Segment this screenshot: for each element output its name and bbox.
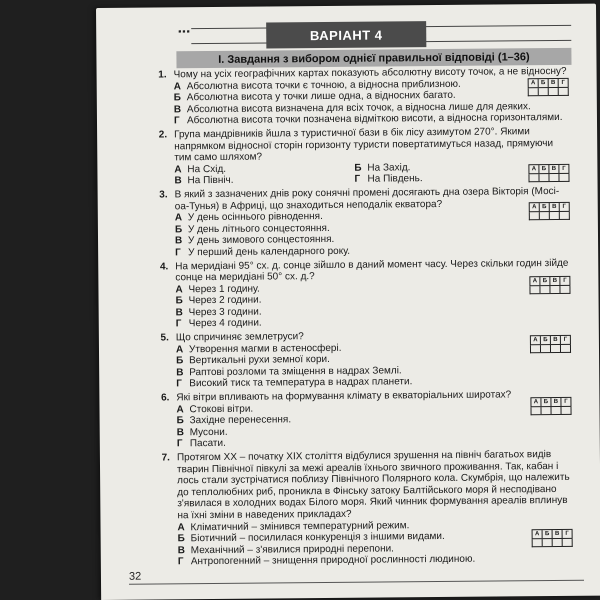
answer-grid[interactable] [529, 275, 570, 293]
question-text: Які вітри впливають на формування клімату в екваторіальних широтах? [176, 389, 512, 404]
answer-grid-letter: Б [541, 398, 551, 406]
question-2 [149, 126, 569, 188]
answer-grid-letter: А [530, 277, 540, 285]
option: А У день осіннього рівнодення. [174, 211, 323, 224]
answer-grid-letter: В [549, 79, 559, 87]
question-number: 1. [158, 69, 167, 81]
question-text: Протягом XX – початку XIX століття відбулися зрушення на північ багатьох видів тварин Північної півкулі за межі ареалів їхнього звичного проживання. Так, кабан і лось стали зустрічатися поблизу Північного Полярного кола. Скумбрія, що належить до теплолюбних риб, проникла в Фінську затоку Балтійського моря й несподівано з'явилася в холодних водах Білого моря. Який чинник формування ареалів вплинув на їхні зміни в наведених прикладах? [176, 449, 570, 522]
answer-grid-letter: А [531, 336, 541, 344]
question-number: 7. [161, 452, 170, 464]
answer-grid-letter: В [549, 165, 559, 173]
answer-grid-letter: А [531, 398, 541, 406]
option: Г У перший день календарного року. [175, 245, 351, 259]
answer-grid-letter: В [553, 530, 563, 538]
answer-grid-letter: Г [562, 165, 566, 172]
option: Г Високий тиск та температура в надрах планети. [176, 376, 413, 390]
question-4 [150, 257, 571, 330]
option: В Абсолютна висота визначена для всіх точок, а відносна лише для деяких. [173, 100, 531, 116]
question-number: 2. [158, 129, 168, 141]
answer-grid-letter: Б [540, 277, 550, 285]
option: А Утворення магми в астеносфері. [175, 342, 342, 355]
question-3 [150, 186, 571, 259]
answer-grid-letter: Г [562, 203, 566, 210]
option: В Мусони. [176, 426, 228, 439]
answer-grid-letter: Г [563, 277, 567, 284]
answer-grid-letter: А [529, 165, 539, 173]
book-page [96, 4, 600, 600]
option: В Механічний – з'явилися природні перепони. [177, 543, 394, 557]
option: А Стокові вітри. [176, 403, 254, 415]
option: Б У день літнього сонцестояння. [174, 222, 330, 236]
answer-grid-letter: В [550, 276, 560, 284]
option: Б Біотичний – посилилася конкуренція з іншими видами. [177, 531, 445, 545]
answer-grid-letter: Б [539, 165, 549, 173]
option: А Кліматичний – змінився температурний режим. [177, 519, 410, 533]
option: А Через 1 годину. [175, 283, 260, 296]
question-text: Чому на усіх географічних картах показують абсолютну висоту точок, а не відносну? [173, 65, 567, 81]
answer-grid-letter: Г [565, 530, 569, 537]
answer-grid-letter: А [529, 79, 539, 87]
option: Г Антропогенний – знищення природної рослинності людиною. [177, 554, 476, 568]
header-dots: ▪▪▪ [178, 26, 191, 37]
question-number: 4. [159, 260, 169, 272]
option: В Через 3 години. [175, 306, 262, 319]
question-text: Група мандрівників йшла з туристичної бази в бік лісу азимутом 270°. Якими напрямком відносної сторін горизонту туристи повертатимуться назад, прямуючи тим само шляхом? [174, 126, 554, 164]
answer-grid-letter: Б [539, 79, 549, 87]
answer-grid-letter: Б [543, 530, 553, 538]
question-5 [151, 329, 571, 391]
answer-grid-letter: Б [540, 203, 550, 211]
question-text: В який з зазначених днів року сонячні промені досягають дна озера Вікторія (Мосі-оа-Тунья) в Африці, що знаходиться неподалік екватора? [174, 185, 560, 212]
page-number: 32 [128, 570, 142, 583]
footer-rule [129, 580, 584, 585]
answer-grid-letter: Б [541, 336, 551, 344]
question-text: На меридіані 95° сх. д. сонце зійшло в даний момент часу. Через скільки годин зійде сонце на меридіані 50° сх. д.? [175, 257, 569, 284]
option: А На Схід. [174, 163, 227, 176]
option: Г Через 4 години. [175, 318, 262, 330]
answer-grid-letter: В [551, 398, 561, 406]
option: Г На Південь. [354, 173, 423, 186]
answer-grid[interactable] [528, 164, 569, 182]
answer-grid-letter: Г [563, 336, 568, 343]
option: А Абсолютна висота точки є точною, а відносна приблизною. [173, 78, 461, 92]
question-1 [149, 66, 569, 128]
option: В У день зимового сонцестояння. [174, 234, 335, 247]
question-number: 5. [160, 332, 169, 344]
option: Г Пасати. [176, 438, 226, 450]
question-6 [151, 389, 571, 451]
option: Г Абсолютна висота точки позначена відміткою висоти, а відносна горизонталями. [173, 112, 563, 127]
answer-grid-letter: В [551, 336, 561, 344]
option: В Раптові розломи та зміщення в надрах Землі. [176, 365, 402, 379]
option: Б Через 2 години. [175, 294, 262, 307]
answer-grid-letter: Г [561, 79, 565, 86]
answer-grid[interactable] [528, 78, 569, 96]
answer-grid-letter: В [550, 203, 560, 211]
option: Б На Захід. [354, 162, 411, 174]
option: Б Вертикальні рухи земної кори. [176, 354, 330, 367]
section-title: І. Завдання з вибором однієї правильної відповіді (1–36) [176, 48, 571, 68]
option: Б Західне перенесення. [176, 414, 292, 427]
option: Б Абсолютна висота у точки лише одна, а відносних багато. [173, 90, 456, 104]
answer-grid[interactable] [532, 529, 573, 547]
answer-grid-letter: А [533, 530, 543, 538]
question-number: 3. [159, 189, 168, 201]
answer-grid[interactable] [530, 397, 571, 415]
variant-title: ВАРІАНТ 4 [266, 21, 426, 48]
question-text: Що спричиняє землетруси? [175, 331, 304, 344]
answer-grid[interactable] [530, 335, 571, 353]
questions-list [149, 66, 573, 571]
question-7 [152, 449, 573, 569]
option: В На Північ. [174, 175, 234, 187]
answer-grid[interactable] [529, 202, 570, 220]
answer-grid-letter: Г [564, 398, 568, 405]
answer-grid-letter: А [530, 203, 540, 211]
question-number: 6. [161, 392, 170, 404]
